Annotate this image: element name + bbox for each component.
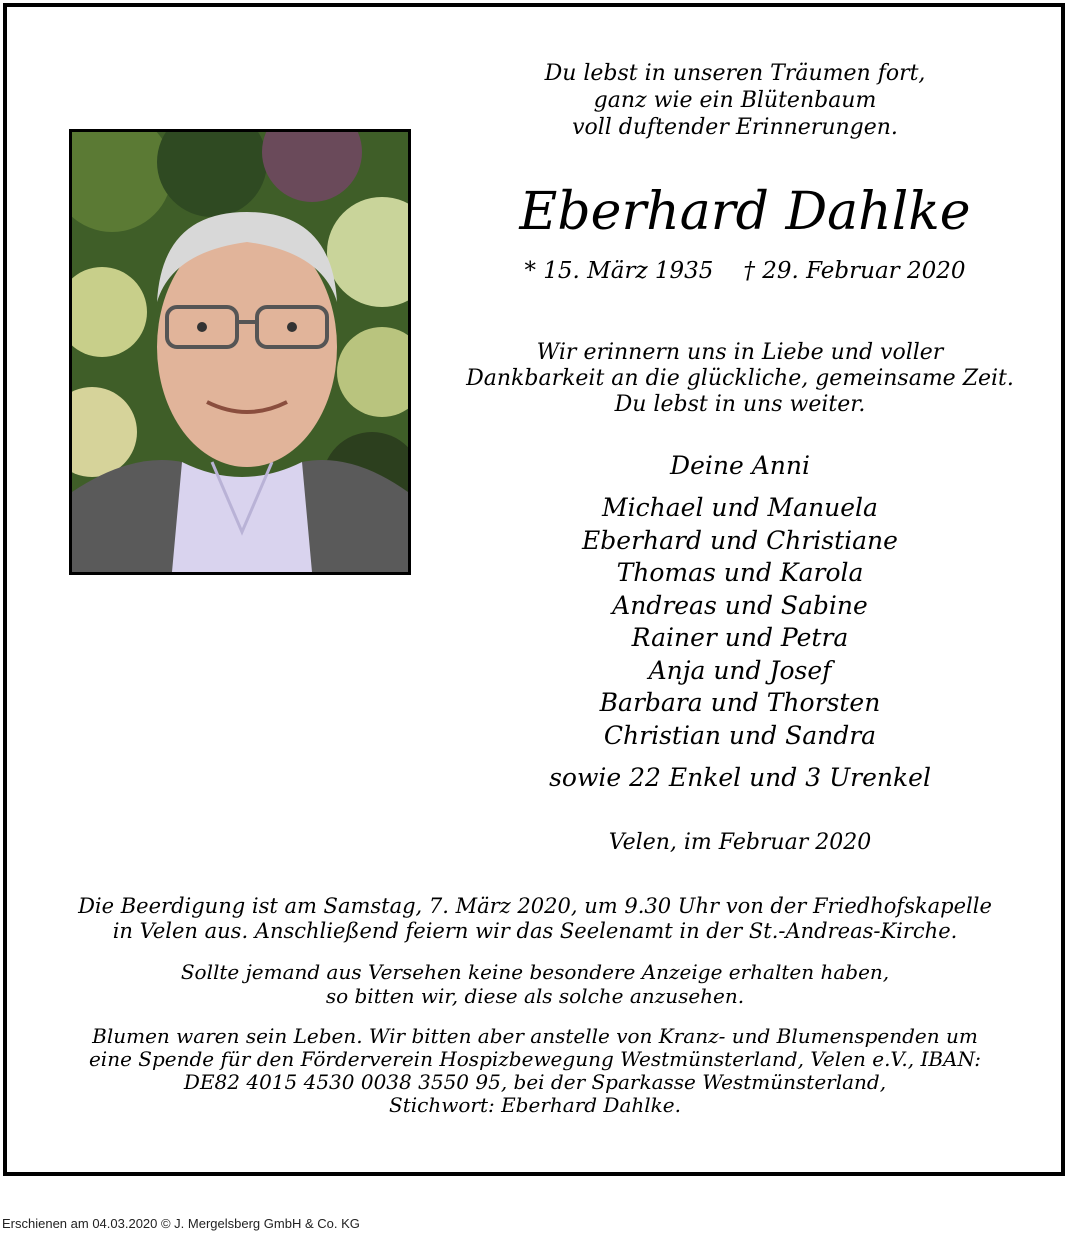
donation-line: eine Spende für den Förderverein Hospizbewegung Westmünsterland, Velen e.V., IBAN: [88,1047,982,1071]
spouse-signature: Deine Anni [670,451,810,480]
place-date: Velen, im Februar 2020 [608,830,872,855]
notice-text [20,960,1050,1008]
verse-line: Du lebst in unseren Träumen fort, [544,61,926,86]
funeral-line: Die Beerdigung ist am Samstag, 7. März 2020, um 9.30 Uhr von der Friedhofskapelle [78,894,992,918]
death-date: † 29. Februar 2020 [743,258,966,284]
remember-line: Wir erinnern uns in Liebe und voller [536,340,944,365]
family-member: Barbara und Thorsten [599,688,881,717]
donation-line: Stichwort: Eberhard Dahlke. [389,1093,681,1117]
family-member: Christian und Sandra [603,720,877,750]
donation-line: Blumen waren sein Leben. Wir bitten aber anstelle von Kranz- und Blumenspenden um [92,1024,978,1048]
family-member: Michael und Manuela [602,493,878,522]
notice-line: Sollte jemand aus Versehen keine besondere Anzeige erhalten haben, [180,960,890,984]
portrait-photo [69,129,411,575]
family-member: Rainer und Petra [631,623,849,652]
verse-line: voll duftender Erinnerungen. [572,115,898,140]
notice-line: so bitten wir, diese als solche anzusehen. [325,984,745,1008]
family-member: Thomas und Karola [616,558,864,587]
donation-info [20,1025,1050,1117]
life-dates [470,256,1020,286]
remember-line: Dankbarkeit an die glückliche, gemeinsame Zeit. [466,366,1014,391]
family-member: Andreas und Sabine [612,590,868,620]
family-member: Eberhard und Christiane [582,525,898,555]
publication-footer: Erschienen am 04.03.2020 © J. Mergelsberg GmbH & Co. KG [2,1216,360,1231]
verse-line: ganz wie ein Blütenbaum [593,88,877,113]
remembrance-text [440,340,1040,418]
grandchildren-line: sowie 22 Enkel und 3 Urenkel [549,763,931,792]
family-member: Anja und Josef [648,655,832,685]
family-list [440,492,1040,752]
memorial-verse [440,60,1030,141]
birth-date: * 15. März 1935 [524,258,714,284]
remember-line: Du lebst in uns weiter. [614,392,866,417]
deceased-name: Eberhard Dahlke [519,182,971,242]
donation-line: DE82 4015 4530 0038 3550 95, bei der Sparkasse Westmünsterland, [183,1070,887,1094]
funeral-line: in Velen aus. Anschließend feiern wir das Seelenamt in der St.-Andreas-Kirche. [112,919,958,943]
funeral-info [20,894,1050,944]
